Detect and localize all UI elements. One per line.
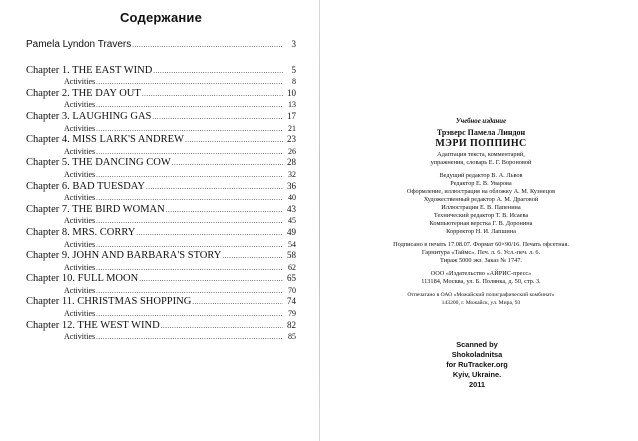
toc-chapter-entry xyxy=(26,157,296,169)
toc-entry-label: Activities xyxy=(64,285,96,295)
toc-page-number: 17 xyxy=(287,110,296,121)
toc-entry-label: Chapter 11. CHRISTMAS SHOPPING xyxy=(26,296,192,308)
toc-entry-label: Activities xyxy=(64,239,96,249)
toc-page-number: 62 xyxy=(288,262,296,272)
toc-page-number: 58 xyxy=(287,250,296,261)
dot-leader xyxy=(222,251,283,263)
toc-page-number: 45 xyxy=(288,216,296,226)
toc-entry-label: Activities xyxy=(64,262,96,272)
dot-leader xyxy=(136,228,283,240)
toc-page-number: 43 xyxy=(287,203,296,214)
toc-chapter-entry xyxy=(26,204,296,216)
toc-activities-entry xyxy=(26,76,296,88)
toc-entry-label: Activities xyxy=(64,193,96,203)
toc-chapter-entry xyxy=(26,320,296,332)
toc-page-number: 85 xyxy=(288,332,296,342)
imprint-editor: Редактор Е. В. Уварова xyxy=(450,180,512,187)
dot-leader xyxy=(142,89,283,101)
page-divider xyxy=(319,0,320,441)
dot-leader xyxy=(152,112,283,124)
toc-activities-entry xyxy=(26,262,296,274)
toc-entry-label: Chapter 5. THE DANCING COW xyxy=(26,157,171,169)
toc-chapter-entry xyxy=(26,227,296,239)
toc-activities-entry xyxy=(26,285,296,297)
imprint-print-line-2: Гарнитура «Таймс». Печ. л. 6. Усл.-печ. л. 6. xyxy=(421,249,541,256)
toc-activities-entry xyxy=(26,239,296,251)
table-of-contents xyxy=(26,6,296,343)
toc-chapter-entry xyxy=(26,88,296,100)
toc-entry-label: Activities xyxy=(64,123,96,133)
toc-activities-entry xyxy=(26,123,296,135)
toc-activities-entry xyxy=(26,169,296,181)
toc-entry-label: Chapter 6. BAD TUESDAY xyxy=(26,180,146,192)
toc-chapter-entry xyxy=(26,181,296,193)
dot-leader xyxy=(132,40,283,52)
toc-page-number: 21 xyxy=(288,123,296,133)
dot-leader xyxy=(146,182,283,194)
toc-entry-label: Chapter 4. MISS LARK'S ANDREW xyxy=(26,134,184,146)
scan-note-line: Scanned by Shokoladnitsa xyxy=(451,340,503,359)
toc-page-number: 49 xyxy=(287,226,296,237)
imprint-kicker: Учебное издание xyxy=(455,118,507,125)
toc-entry-label: Chapter 7. THE BIRD WOMAN xyxy=(26,203,165,215)
imprint-printer-1: Отпечатано в ОАО «Можайский полиграфический комбинат» xyxy=(407,292,555,298)
scan-note-line: for RuTracker.org xyxy=(446,360,508,369)
dot-leader xyxy=(153,66,283,78)
toc-page-number: 3 xyxy=(291,39,296,49)
toc-page-number: 23 xyxy=(287,134,296,145)
scan-note xyxy=(432,340,522,390)
imprint-block xyxy=(350,118,612,307)
toc-entry-label: Activities xyxy=(64,169,96,179)
toc-chapter-entry xyxy=(26,134,296,146)
toc-entry-label: Chapter 10. FULL MOON xyxy=(26,273,139,285)
toc-entry-label: Chapter 2. THE DAY OUT xyxy=(26,87,141,99)
toc-entry-label: Activities xyxy=(64,77,96,87)
toc-activities-entry xyxy=(26,146,296,158)
toc-chapter-entry xyxy=(26,273,296,285)
dot-leader xyxy=(96,332,283,344)
imprint-art-editor: Художественный редактор А. М. Драговой xyxy=(423,196,539,203)
imprint-author: Трэверс Памела Линдон xyxy=(436,128,526,137)
imprint-tech-editor: Технический редактор Т. В. Исаева xyxy=(433,212,529,219)
toc-author-entry xyxy=(26,39,296,51)
imprint-print-line-3: Тираж 5000 экз. Заказ № 1747. xyxy=(440,257,522,264)
toc-title: Содержание xyxy=(119,10,203,25)
dot-leader xyxy=(192,297,283,309)
toc-page-number: 79 xyxy=(288,309,296,319)
toc-page-number: 13 xyxy=(288,100,296,110)
imprint-book-title: МЭРИ ПОППИНС xyxy=(435,138,527,149)
toc-activities-entry xyxy=(26,99,296,111)
toc-entry-label: Chapter 8. MRS. CORRY xyxy=(26,226,136,238)
imprint-illustrations: Иллюстрации Е. В. Папенина xyxy=(441,204,521,211)
dot-leader xyxy=(166,205,283,217)
dot-leader xyxy=(185,135,283,147)
toc-entry-label: Activities xyxy=(64,216,96,226)
scan-note-line: Kyiv, Ukraine. xyxy=(452,370,502,379)
dot-leader xyxy=(161,321,283,333)
toc-page-number: 36 xyxy=(287,180,296,191)
imprint-print-line-1: Подписано в печать 17.08.07. Формат 60×90/16. Печать офсетная. xyxy=(393,241,569,248)
toc-page-number: 28 xyxy=(287,157,296,168)
dot-leader xyxy=(139,274,283,286)
toc-page-number: 32 xyxy=(288,169,296,179)
toc-entry-label: Activities xyxy=(64,309,96,319)
toc-page-number: 8 xyxy=(292,77,296,87)
toc-entry-label: Pamela Lyndon Travers xyxy=(26,39,132,50)
toc-chapter-entry xyxy=(26,250,296,262)
toc-entry-label: Activities xyxy=(64,332,96,342)
toc-entry-label: Activities xyxy=(64,146,96,156)
toc-page-number: 65 xyxy=(287,273,296,284)
toc-page-number: 54 xyxy=(288,239,296,249)
toc-entry-label: Chapter 1. THE EAST WIND xyxy=(26,64,153,76)
toc-page-number: 26 xyxy=(288,146,296,156)
imprint-proofreader: Корректор Н. И. Лапшина xyxy=(446,228,516,235)
toc-chapter-entry xyxy=(26,65,296,77)
imprint-lead-editor: Ведущий редактор В. А. Львов xyxy=(439,172,523,179)
imprint-layout: Компьютерная верстка Г. В. Доронина xyxy=(429,220,533,227)
imprint-publisher-1: ООО «Издательство «АЙРИС-пресс» xyxy=(430,270,532,277)
toc-activities-entry xyxy=(26,215,296,227)
toc-activities-entry xyxy=(26,331,296,343)
imprint-publisher-2: 113184, Москва, ул. Б. Полянка, д. 50, стр. 3. xyxy=(421,278,541,285)
toc-page-number: 5 xyxy=(291,64,296,75)
imprint-adaptation: Адаптация текста, комментарий, xyxy=(437,151,525,158)
imprint-adaptation-2: упражнения, словарь Е. Г. Вороновой xyxy=(430,159,532,166)
toc-page-number: 82 xyxy=(287,319,296,330)
toc-entry-label: Activities xyxy=(64,100,96,110)
toc-entry-label: Chapter 9. JOHN AND BARBARA'S STORY xyxy=(26,250,222,262)
toc-entry-label: Chapter 3. LAUGHING GAS xyxy=(26,110,152,122)
toc-chapter-entry xyxy=(26,296,296,308)
toc-page-number: 40 xyxy=(288,193,296,203)
scan-note-line: 2011 xyxy=(468,380,486,389)
dot-leader xyxy=(172,158,283,170)
toc-activities-entry xyxy=(26,192,296,204)
toc-entry-label: Chapter 12. THE WEST WIND xyxy=(26,319,160,331)
imprint-printer-2: 143200, г. Можайск, ул. Мира, 93 xyxy=(441,300,521,306)
imprint-cover-design: Оформление, иллюстрация на обложку А. М. Кузнецов xyxy=(406,188,556,195)
toc-activities-entry xyxy=(26,308,296,320)
chapter-list xyxy=(26,65,296,343)
toc-page-number: 74 xyxy=(287,296,296,307)
toc-page-number: 10 xyxy=(287,87,296,98)
toc-page-number: 70 xyxy=(288,285,296,295)
toc-chapter-entry xyxy=(26,111,296,123)
